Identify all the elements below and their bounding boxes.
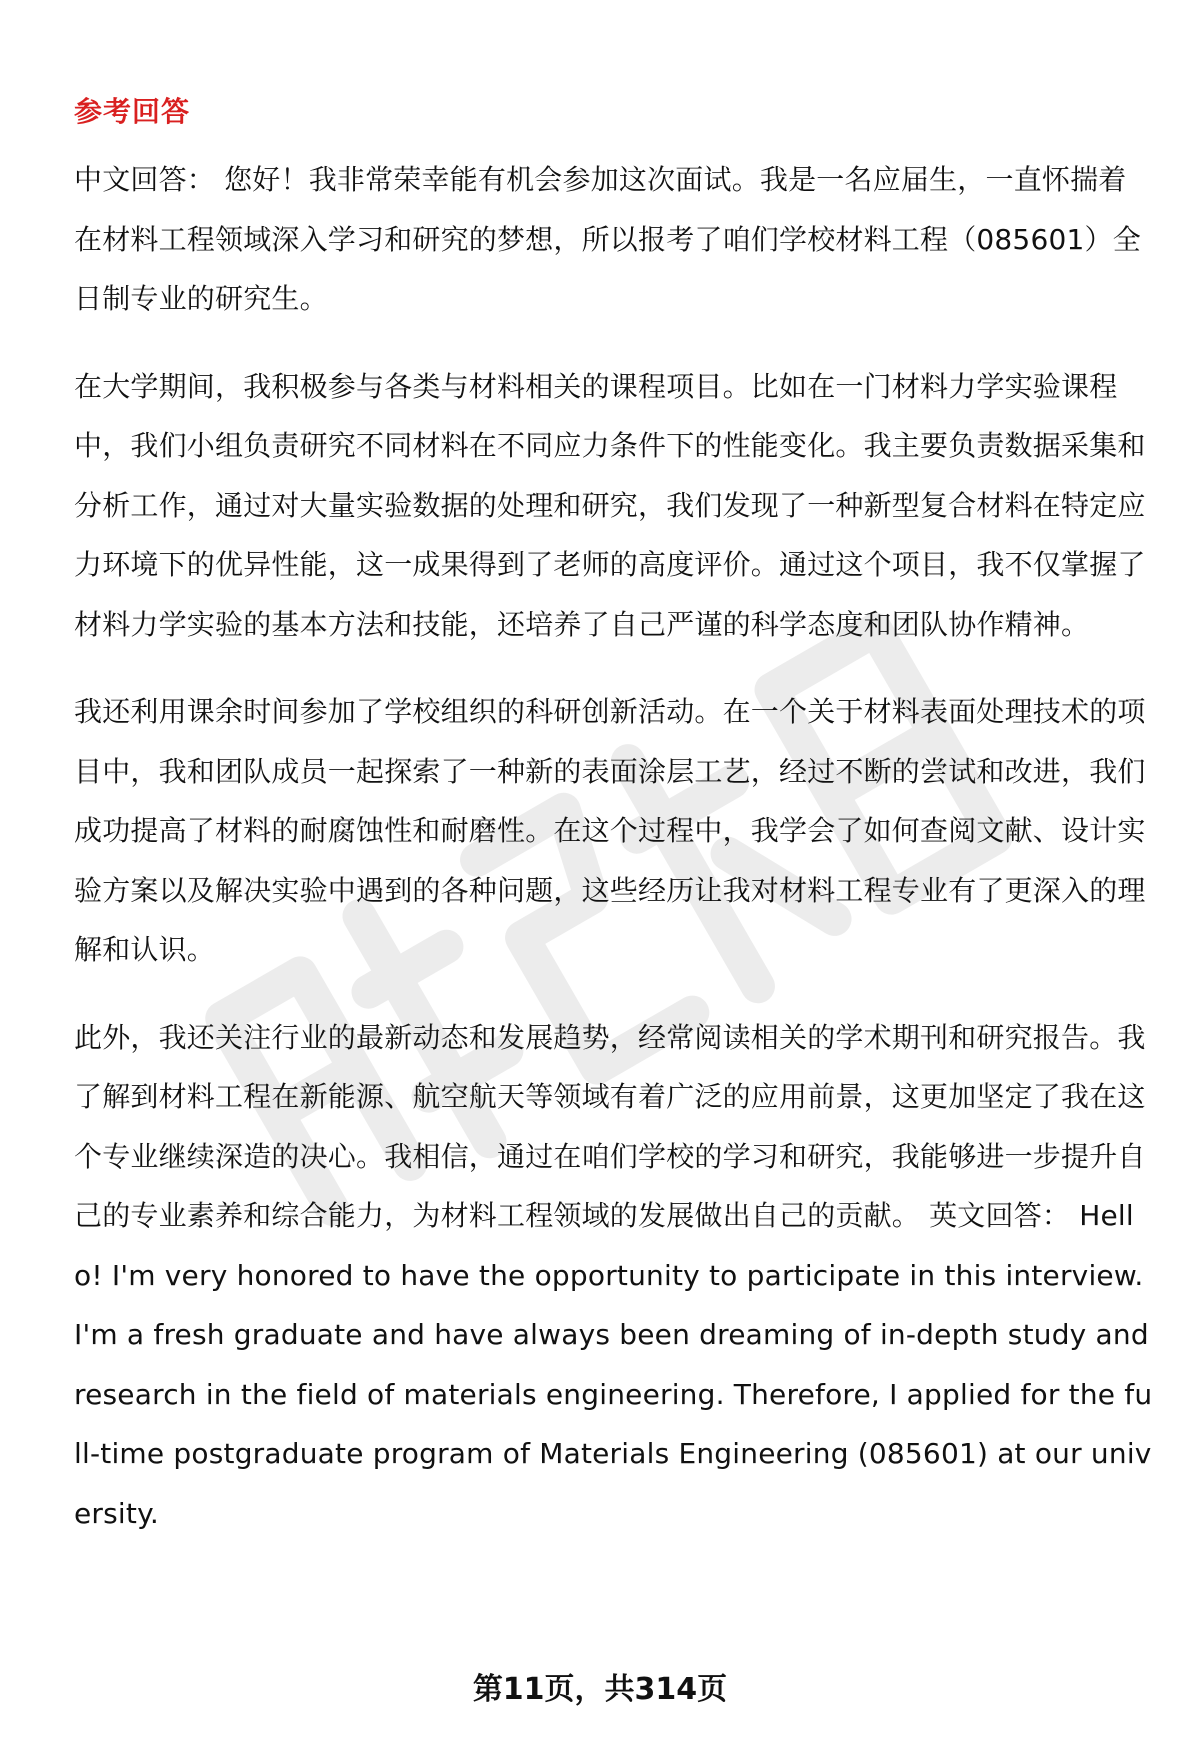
paragraph: 中文回答： 您好！我非常荣幸能有机会参加这次面试。我是一名应届生，一直怀揣着在材料工程领域深入学习和研究的梦想，所以报考了咱们学校材料工程（085601）全日制专业的研究生。 (74, 163, 1141, 315)
paragraph: 此外，我还关注行业的最新动态和发展趋势，经常阅读相关的学术期刊和研究报告。我了解到材料工程在新能源、航空航天等领域有着广泛的应用前景，这更加坚定了我在这个专业继续深造的决心。我相信，通过在咱们学校的学习和研究，我能够进一步提升自己的专业素养和综合能力，为材料工程领域的发展做出自己的贡献。 英文回答： Hello! I'm very honored to have the opportunity to participate in this interview. I'm a fresh graduate and have always been dreaming of in-depth study and research in the field of materials engineering. Therefore, I applied for the full-time postgraduate program of Materials Engineering (085601) at our university. (74, 1020, 1153, 1530)
document-body (74, 92, 1154, 1571)
page-number: 第11页，共314页 (472, 1672, 728, 1707)
section-heading: 参考回答 (74, 95, 191, 128)
paragraph: 在大学期间，我积极参与各类与材料相关的课程项目。比如在一门材料力学实验课程中，我们小组负责研究不同材料在不同应力条件下的性能变化。我主要负责数据采集和分析工作，通过对大量实验数据的处理和研究，我们发现了一种新型复合材料在特定应力环境下的优异性能，这一成果得到了老师的高度评价。通过这个项目，我不仅掌握了材料力学实验的基本方法和技能，还培养了自己严谨的科学态度和团队协作精神。 (74, 369, 1146, 641)
paragraph: 我还利用课余时间参加了学校组织的科研创新活动。在一个关于材料表面处理技术的项目中，我和团队成员一起探索了一种新的表面涂层工艺，经过不断的尝试和改进，我们成功提高了材料的耐腐蚀性和耐磨性。在这个过程中，我学会了如何查阅文献、设计实验方案以及解决实验中遇到的各种问题，这些经历让我对材料工程专业有了更深入的理解和认识。 (74, 695, 1146, 966)
